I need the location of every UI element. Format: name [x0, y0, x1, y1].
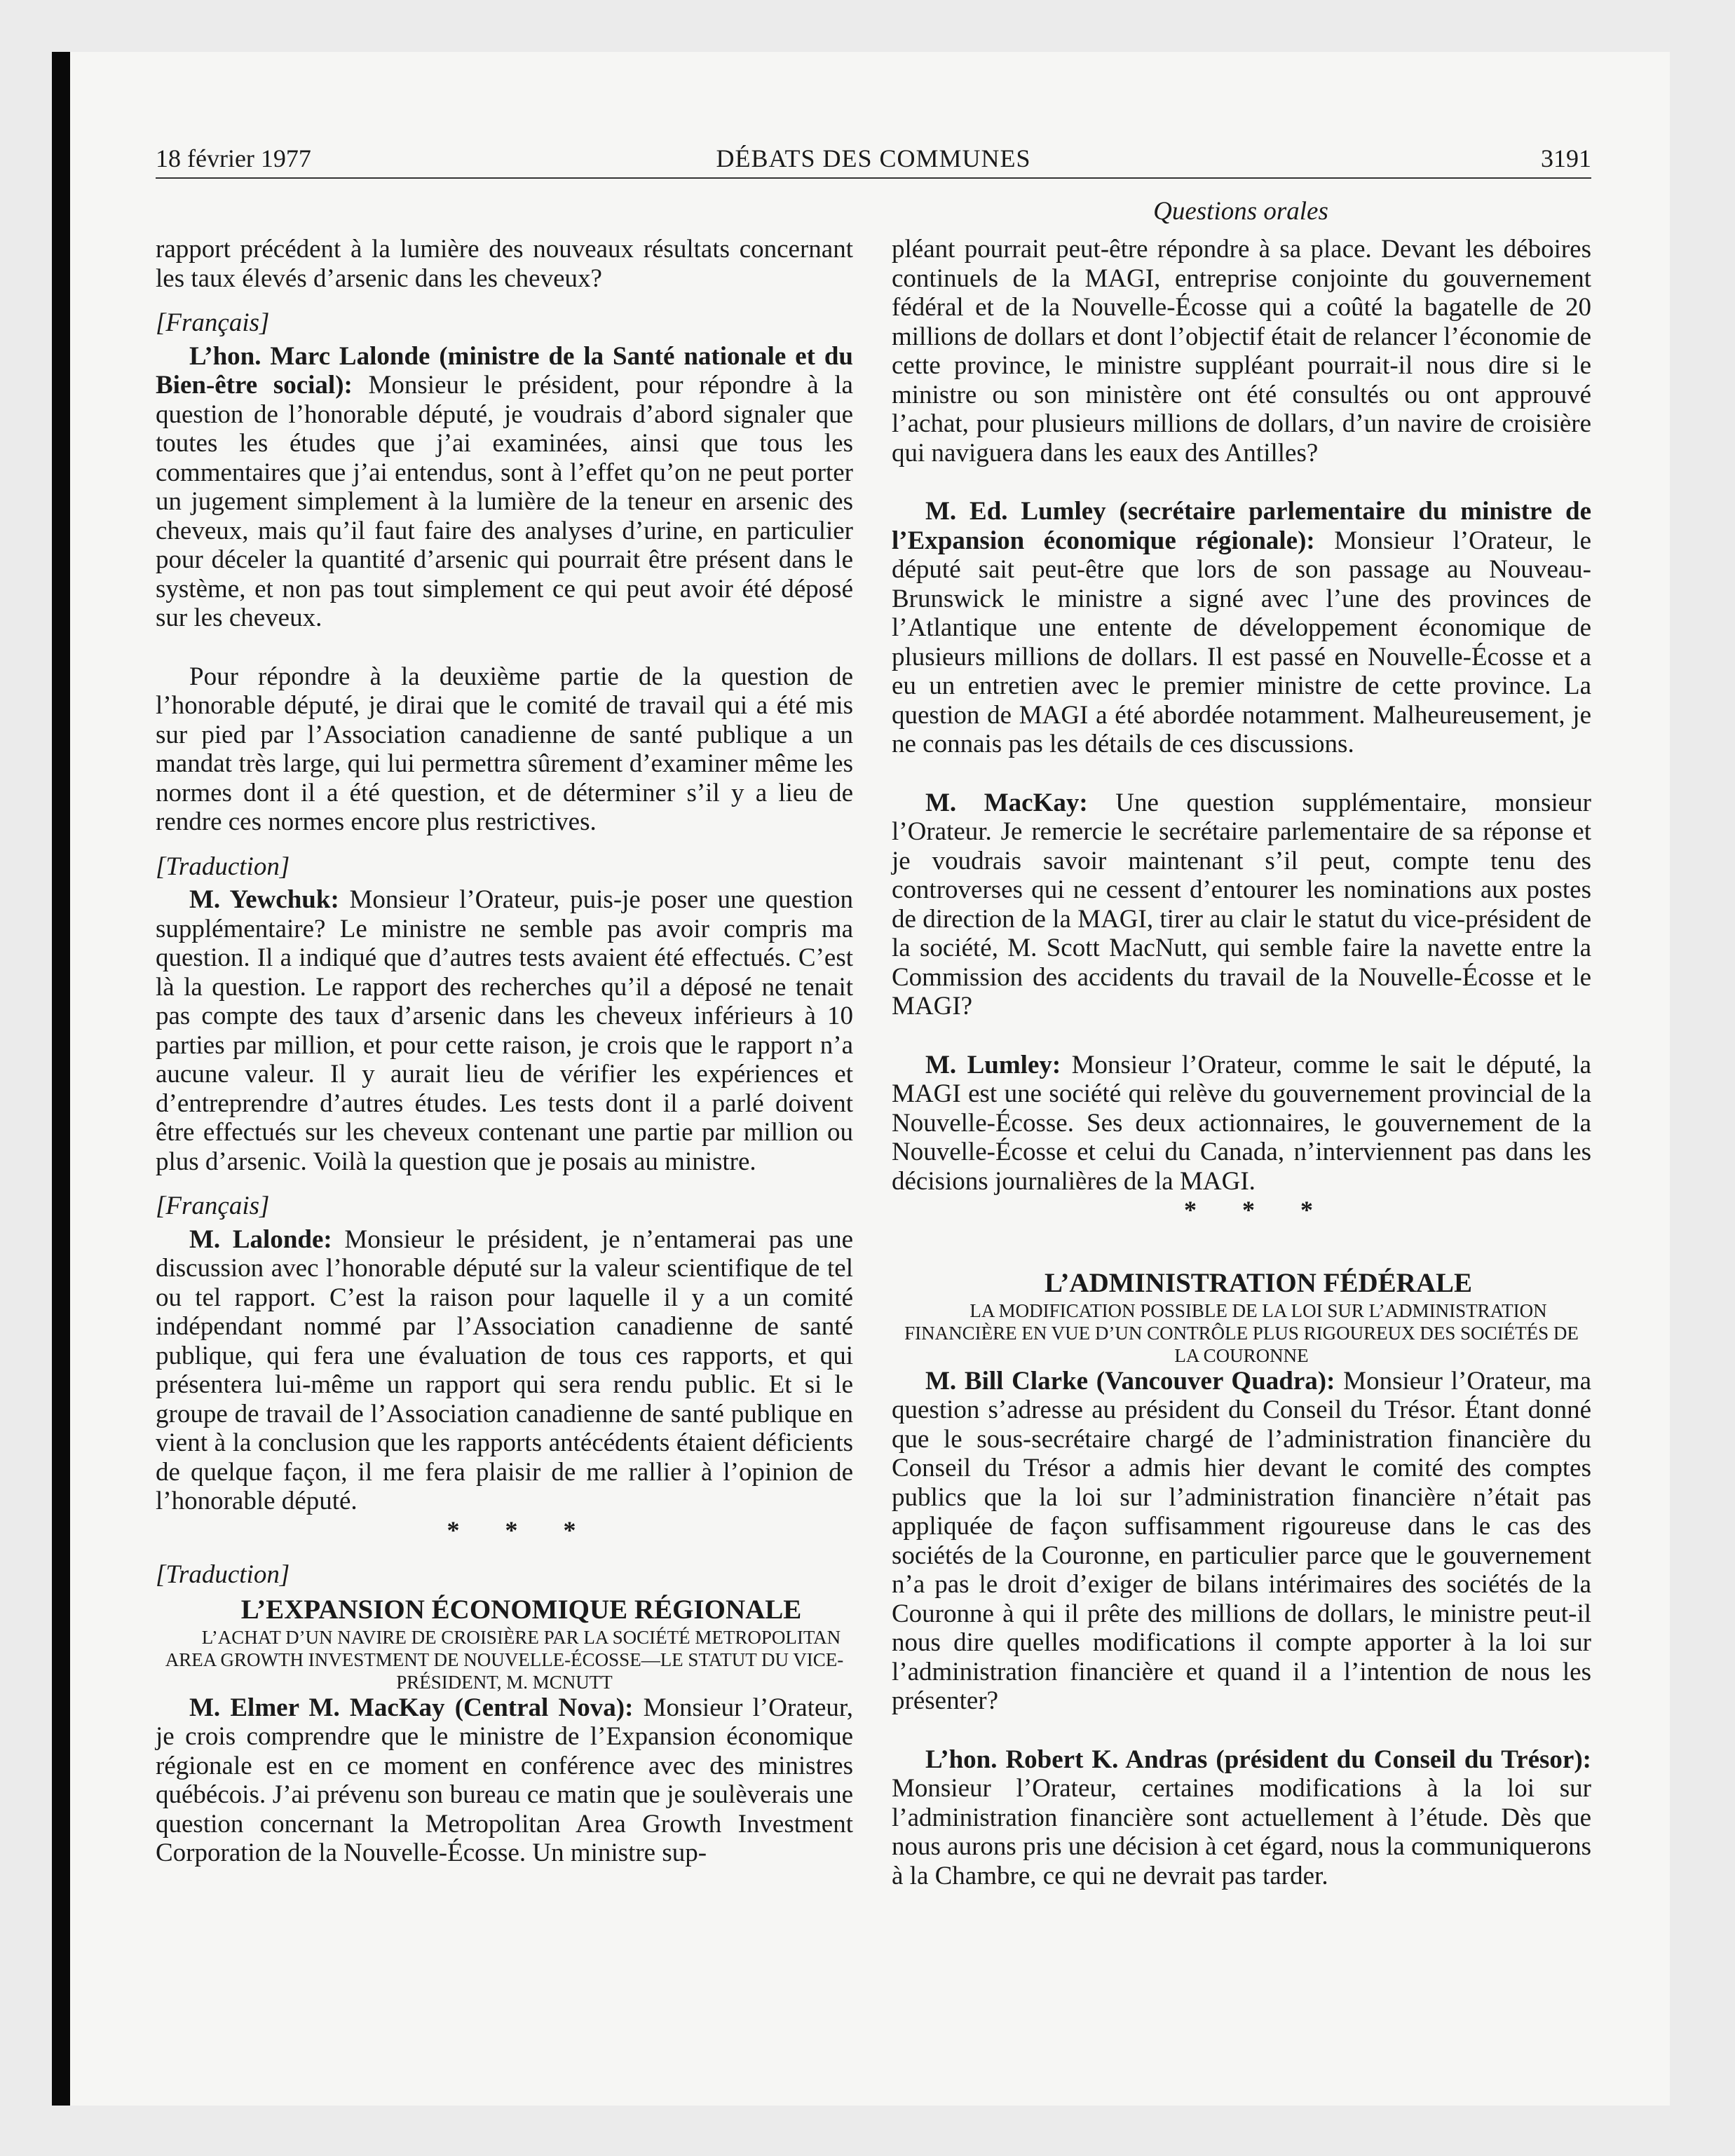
- binding-edge: [52, 52, 70, 2106]
- speech-text: Monsieur le président, pour répondre à la question de l’honorable député, je voudrais d’abord signaler que toutes les études que j’ai examinées, ainsi que tous les commentaires que j’ai entendus, sont à l’effet qu’on ne peut porter un jugement simplement à la lumière de la teneur en arsenic des cheveux, mais qu’il faut faire des analyses d’urine, en particulier pour déceler la quantité d’arsenic qui pourrait être présent dans le système, et non pas tout simplement ce qui peut avoir été déposé sur les cheveux.: [156, 371, 853, 632]
- speaker-name: M. Lumley:: [925, 1050, 1061, 1079]
- speech-paragraph: [156, 1693, 853, 1868]
- section-heading: L’EXPANSION ÉCONOMIQUE RÉGIONALE: [240, 1594, 802, 1625]
- speech-paragraph: [156, 885, 853, 1176]
- language-tag: [Français]: [156, 1192, 270, 1220]
- speaker-name: L’hon. Marc Lalonde (ministre de la Santé nationale et du Bien-être social):: [156, 341, 853, 400]
- speech-paragraph: [156, 342, 853, 633]
- speaker-name: M. Bill Clarke (Vancouver Quadra):: [925, 1366, 1335, 1396]
- speech-paragraph: [892, 1745, 1591, 1891]
- header-title: DÉBATS DES COMMUNES: [716, 144, 1031, 172]
- speech-text: Monsieur l’Orateur, certaines modifications à la loi sur l’administration financière sont actuellement à l’étude. Dès que nous aurons pris une décision à cet égard, nous la communiquerons à la Chambre, ce qui ne devrait pas tarder.: [892, 1774, 1591, 1890]
- speaker-name: M. MacKay:: [925, 788, 1088, 817]
- speech-text: Monsieur l’Orateur, puis-je poser une question supplémentaire? Le ministre ne semble pas avoir compris ma question. Il a indiqué que d’autres tests avaient été effectués. C’est là la question. Le rapport des recherches qu’il a déposé ne tenait pas compte des taux d’arsenic dans les cheveux inférieurs à 10 parties par million, et pour cette raison, je crois que le rapport n’a aucune valeur. Il y aurait lieu de vérifier les expériences et d’entreprendre d’autres études. Les tests dont il a parlé doivent être effectués sur les cheveux contenant une partie par million ou plus d’arsenic. Voilà la question que je posais au ministre.: [156, 885, 854, 1176]
- speech-text: Monsieur l’Orateur, ma question s’adresse au président du Conseil du Trésor. Étant donné que le sous-secrétaire chargé de l’administration financière du Conseil du Trésor a admis hier devant le comité des comptes publics que la loi sur l’administration financière n’était pas appliquée de façon suffisamment rigoureuse dans le cas des sociétés de la Couronne, en particulier parce que le gouvernement n’a pas le droit d’exiger de bilans intérimaires des sociétés de la Couronne à qui il prête des millions de dollars, le ministre peut-il nous dire quelles modifications il compte apporter à la loi sur l’administration financière et quand il a l’intention de nous les présenter?: [892, 1366, 1592, 1715]
- speech-paragraph: [156, 1225, 853, 1516]
- language-tag: [Traduction]: [156, 1560, 290, 1589]
- speech-paragraph: [892, 789, 1591, 1021]
- speech-text: Une question supplémentaire, monsieur l’Orateur. Je remercie le secrétaire parlementaire de sa réponse et je voudrais savoir maintenant s’il peut, compte tenu des controverses qui ne cessent d’entourer les nominations aux postes de direction de la MAGI, tirer au clair le statut du vice-président de la société, M. Scott MacNutt, qui semble faire la navette entre la Commission des accidents du travail de la Nouvelle-Écosse et le MAGI?: [892, 788, 1591, 1021]
- speech-paragraph: [892, 497, 1591, 759]
- speech-text: Monsieur l’Orateur, comme le sait le député, la MAGI est une société qui relève du gouvernement provincial de la Nouvelle-Écosse. Ses deux actionnaires, le gouvernement de la Nouvelle-Écosse et celui du Canada, n’interviennent pas dans les décisions journalières de la MAGI.: [892, 1050, 1591, 1196]
- speaker-name: M. Ed. Lumley (secrétaire parlementaire du ministre de l’Expansion économique régionale):: [892, 497, 1591, 555]
- section-tag: Questions orales: [1153, 197, 1328, 226]
- speaker-name: L’hon. Robert K. Andras (président du Conseil du Trésor):: [925, 1745, 1591, 1774]
- speaker-name: M. Lalonde:: [189, 1224, 332, 1254]
- speech-text: Monsieur l’Orateur, je crois comprendre que le ministre de l’Expansion économique régionale est en ce moment en conférence avec des ministres québécois. J’ai prévenu son bureau ce matin que je soulèverais une question concernant la Metropolitan Area Growth Investment Corporation de la Nouvelle-Écosse. Un ministre sup-: [156, 1693, 853, 1867]
- header-rule: [156, 177, 1591, 179]
- speaker-name: M. Elmer M. MacKay (Central Nova):: [189, 1693, 634, 1722]
- paragraph: Pour répondre à la deuxième partie de la question de l’honorable député, je dirai que le comité de travail qui a été mis sur pied par l’Association canadienne de santé publique a un mandat très large, qui lui permettra sûrement d’examiner même les normes dont il a été question, et de déterminer s’il y a lieu de rendre ces normes encore plus restrictives.: [156, 662, 853, 836]
- speech-paragraph: [892, 1367, 1591, 1716]
- language-tag: [Français]: [156, 308, 270, 337]
- section-subheading: LA MODIFICATION POSSIBLE DE LA LOI SUR L’ADMINISTRATION FINANCIÈRE EN VUE D’UN CONTRÔLE PLUS RIGOUREUX DES SOCIÉTÉS DE LA COURONNE: [904, 1299, 1579, 1366]
- speech-text: Monsieur le président, je n’entamerai pas une discussion avec l’honorable député sur la valeur scientifique de tel ou tel rapport. C’est la raison pour laquelle il y a un comité indépendant nommé par l’Association canadienne de santé publique, qui fera une évaluation de tous ces rapports, et qui présentera lui-même un rapport qui sera rendu public. Et si le groupe de travail de l’Association canadienne de santé publique en vient à la conclusion que les rapports antécédents étaient déficients de quelque façon, il me fera plaisir de me rallier à l’opinion de l’honorable député.: [156, 1224, 854, 1515]
- speech-paragraph: [892, 1051, 1591, 1196]
- section-separator: * * *: [447, 1515, 596, 1544]
- speaker-name: M. Yewchuk:: [189, 885, 339, 914]
- right-column: [892, 235, 1591, 1890]
- left-column: [156, 235, 853, 1868]
- section-heading: L’ADMINISTRATION FÉDÉRALE: [1044, 1267, 1473, 1298]
- paragraph: rapport précédent à la lumière des nouveaux résultats concernant les taux élevés d’arsenic dans les cheveux?: [156, 235, 853, 293]
- paragraph: pléant pourrait peut-être répondre à sa place. Devant les déboires continuels de la MAGI, entreprise conjointe du gouvernement fédéral et de la Nouvelle-Écosse qui a coûté la bagatelle de 20 millions de dollars et dont l’objectif était de relancer l’économie de cette province, le ministre suppléant pourrait-il nous dire si le ministre ou son ministère ont été consultés ou ont approuvé l’achat, pour plusieurs millions de dollars, d’un navire de croisière qui naviguera dans les eaux des Antilles?: [892, 235, 1591, 468]
- page-number: 3191: [1541, 144, 1591, 172]
- speech-text: Monsieur l’Orateur, le député sait peut-être que lors de son passage au Nouveau-Brunswick le ministre a signé avec l’une des provinces de l’Atlantique une entente de développement économique de plusieurs millions de dollars. Il est passé en Nouvelle-Écosse et a eu un entretien avec le premier ministre de cette province. La question de MAGI a été abordée notamment. Malheureusement, je ne connais pas les détails de ces discussions.: [892, 526, 1591, 758]
- page-header: [156, 140, 1591, 177]
- header-date: 18 février 1977: [156, 144, 311, 172]
- section-subheading: L’ACHAT D’UN NAVIRE DE CROISIÈRE PAR LA SOCIÉTÉ METROPOLITAN AREA GROWTH INVESTMENT DE NOUVELLE-ÉCOSSE—LE STATUT DU VICE-PRÉSIDENT, M. MCNUTT: [165, 1626, 844, 1693]
- section-separator: * * *: [1184, 1196, 1333, 1224]
- language-tag: [Traduction]: [156, 852, 290, 881]
